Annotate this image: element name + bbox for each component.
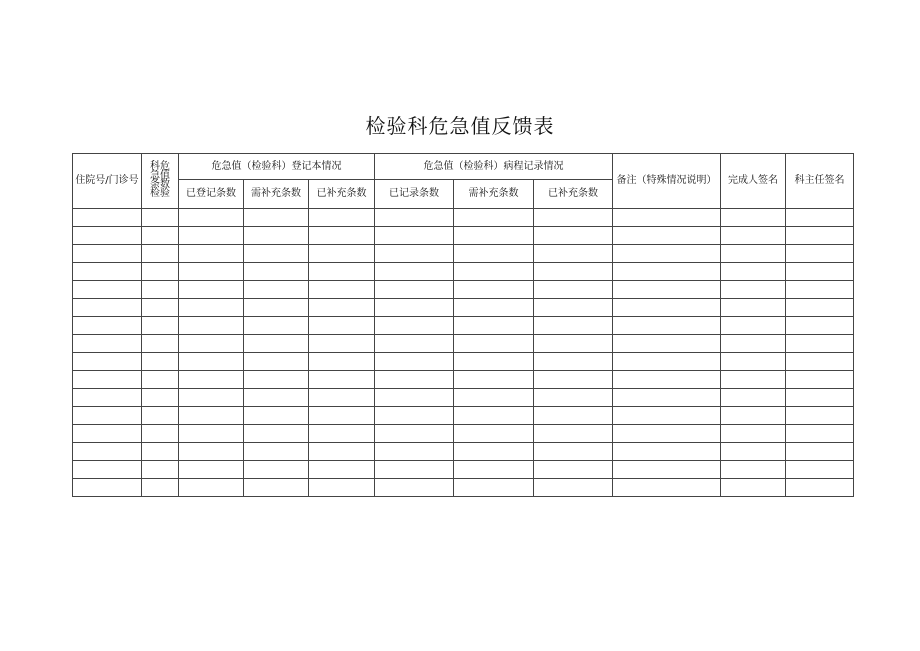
table-cell[interactable] xyxy=(454,335,534,353)
table-cell[interactable] xyxy=(534,371,613,389)
table-cell[interactable] xyxy=(142,209,179,227)
feedback-table xyxy=(72,153,854,497)
table-cell[interactable] xyxy=(721,461,786,479)
table-row xyxy=(73,461,854,479)
table-cell[interactable] xyxy=(244,335,309,353)
table-cell[interactable] xyxy=(534,335,613,353)
table-cell[interactable] xyxy=(613,425,721,443)
table-cell[interactable] xyxy=(454,443,534,461)
table-cell[interactable] xyxy=(142,299,179,317)
table-cell[interactable] xyxy=(721,317,786,335)
table-cell[interactable] xyxy=(375,245,454,263)
header-register-done: 已登记条数 xyxy=(179,180,244,209)
header-register-need: 需补充条数 xyxy=(244,180,309,209)
table-cell[interactable] xyxy=(142,263,179,281)
table-cell[interactable] xyxy=(73,335,142,353)
table-cell[interactable] xyxy=(179,227,244,245)
table-cell[interactable] xyxy=(534,245,613,263)
table-cell[interactable] xyxy=(454,263,534,281)
table-row xyxy=(73,389,854,407)
table-row xyxy=(73,407,854,425)
table-cell[interactable] xyxy=(454,389,534,407)
table-cell[interactable] xyxy=(534,389,613,407)
table-row xyxy=(73,209,854,227)
table-cell[interactable] xyxy=(179,389,244,407)
table-cell[interactable] xyxy=(73,317,142,335)
table-cell[interactable] xyxy=(613,245,721,263)
table-cell[interactable] xyxy=(534,317,613,335)
table-cell[interactable] xyxy=(142,245,179,263)
table-cell[interactable] xyxy=(534,425,613,443)
table-cell[interactable] xyxy=(73,227,142,245)
table-cell[interactable] xyxy=(142,479,179,497)
table-cell[interactable] xyxy=(309,299,375,317)
table-cell[interactable] xyxy=(375,407,454,425)
table-cell[interactable] xyxy=(73,209,142,227)
table-cell[interactable] xyxy=(786,425,854,443)
table-cell[interactable] xyxy=(454,227,534,245)
table-cell[interactable] xyxy=(244,227,309,245)
table-cell[interactable] xyxy=(721,389,786,407)
table-cell[interactable] xyxy=(179,353,244,371)
table-cell[interactable] xyxy=(244,353,309,371)
table-cell[interactable] xyxy=(309,209,375,227)
table-cell[interactable] xyxy=(309,317,375,335)
table-cell[interactable] xyxy=(142,389,179,407)
table-cell[interactable] xyxy=(142,371,179,389)
table-cell[interactable] xyxy=(244,425,309,443)
table-cell[interactable] xyxy=(786,479,854,497)
table-cell[interactable] xyxy=(721,479,786,497)
table-cell[interactable] xyxy=(73,389,142,407)
table-cell[interactable] xyxy=(179,371,244,389)
table-cell[interactable] xyxy=(613,461,721,479)
table-cell[interactable] xyxy=(786,317,854,335)
table-cell[interactable] xyxy=(454,353,534,371)
table-cell[interactable] xyxy=(454,209,534,227)
table-cell[interactable] xyxy=(179,281,244,299)
table-cell[interactable] xyxy=(613,353,721,371)
header-row-1 xyxy=(73,154,854,180)
table-cell[interactable] xyxy=(454,425,534,443)
table-cell[interactable] xyxy=(244,461,309,479)
header-director-signature: 科主任签名 xyxy=(786,154,854,209)
table-cell[interactable] xyxy=(721,407,786,425)
table-cell[interactable] xyxy=(179,461,244,479)
table-cell[interactable] xyxy=(534,209,613,227)
table-cell[interactable] xyxy=(142,353,179,371)
table-cell[interactable] xyxy=(309,245,375,263)
table-cell[interactable] xyxy=(613,407,721,425)
table-cell[interactable] xyxy=(375,461,454,479)
table-cell[interactable] xyxy=(309,425,375,443)
table-cell[interactable] xyxy=(375,389,454,407)
table-cell[interactable] xyxy=(142,317,179,335)
table-row xyxy=(73,281,854,299)
table-cell[interactable] xyxy=(613,227,721,245)
table-cell[interactable] xyxy=(375,317,454,335)
table-cell[interactable] xyxy=(309,407,375,425)
table-cell[interactable] xyxy=(786,389,854,407)
table-cell[interactable] xyxy=(454,317,534,335)
table-cell[interactable] xyxy=(142,443,179,461)
table-cell[interactable] xyxy=(73,299,142,317)
table-cell[interactable] xyxy=(613,479,721,497)
table-cell[interactable] xyxy=(786,227,854,245)
table-cell[interactable] xyxy=(375,299,454,317)
table-cell[interactable] xyxy=(721,281,786,299)
table-cell[interactable] xyxy=(613,263,721,281)
table-cell[interactable] xyxy=(73,461,142,479)
table-cell[interactable] xyxy=(613,281,721,299)
table-row xyxy=(73,425,854,443)
table-cell[interactable] xyxy=(244,389,309,407)
table-cell[interactable] xyxy=(786,443,854,461)
table-row xyxy=(73,317,854,335)
table-cell[interactable] xyxy=(454,371,534,389)
table-cell[interactable] xyxy=(375,209,454,227)
table-cell[interactable] xyxy=(309,353,375,371)
table-cell[interactable] xyxy=(454,299,534,317)
table-cell[interactable] xyxy=(534,227,613,245)
header-record-need: 需补充条数 xyxy=(454,180,534,209)
table-cell[interactable] xyxy=(721,425,786,443)
table-cell[interactable] xyxy=(786,407,854,425)
table-cell[interactable] xyxy=(786,245,854,263)
table-cell[interactable] xyxy=(454,245,534,263)
table-row xyxy=(73,227,854,245)
table-cell[interactable] xyxy=(73,281,142,299)
table-cell[interactable] xyxy=(786,263,854,281)
table-cell[interactable] xyxy=(309,479,375,497)
table-cell[interactable] xyxy=(244,209,309,227)
table-cell[interactable] xyxy=(179,443,244,461)
header-remarks: 备注（特殊情况说明） xyxy=(613,154,721,209)
table-cell[interactable] xyxy=(244,299,309,317)
table-cell[interactable] xyxy=(786,353,854,371)
table-cell[interactable] xyxy=(309,227,375,245)
table-cell[interactable] xyxy=(142,335,179,353)
table-row xyxy=(73,245,854,263)
header-record-added: 已补充条数 xyxy=(534,180,613,209)
table-cell[interactable] xyxy=(613,443,721,461)
table-row xyxy=(73,443,854,461)
table-cell[interactable] xyxy=(179,299,244,317)
table-cell[interactable] xyxy=(375,353,454,371)
table-cell[interactable] xyxy=(721,335,786,353)
table-cell[interactable] xyxy=(73,353,142,371)
header-record-group: 危急值（检验科）病程记录情况 xyxy=(375,154,613,180)
table-cell[interactable] xyxy=(613,335,721,353)
table-cell[interactable] xyxy=(375,425,454,443)
table-cell[interactable] xyxy=(721,245,786,263)
table-cell[interactable] xyxy=(613,371,721,389)
table-cell[interactable] xyxy=(309,461,375,479)
table-row xyxy=(73,353,854,371)
table-row xyxy=(73,299,854,317)
table-cell[interactable] xyxy=(309,263,375,281)
table-cell[interactable] xyxy=(613,209,721,227)
table-cell[interactable] xyxy=(244,263,309,281)
table-cell[interactable] xyxy=(454,479,534,497)
table-cell[interactable] xyxy=(375,227,454,245)
table-cell[interactable] xyxy=(309,371,375,389)
table-cell[interactable] xyxy=(375,263,454,281)
table-cell[interactable] xyxy=(786,335,854,353)
table-cell[interactable] xyxy=(375,371,454,389)
table-cell[interactable] xyxy=(73,479,142,497)
table-cell[interactable] xyxy=(786,209,854,227)
table-row xyxy=(73,263,854,281)
table-cell[interactable] xyxy=(244,443,309,461)
table-cell[interactable] xyxy=(179,425,244,443)
table-cell[interactable] xyxy=(613,299,721,317)
table-cell[interactable] xyxy=(244,407,309,425)
table-cell[interactable] xyxy=(179,263,244,281)
table-cell[interactable] xyxy=(142,407,179,425)
table-cell[interactable] xyxy=(454,407,534,425)
table-cell[interactable] xyxy=(534,407,613,425)
table-cell[interactable] xyxy=(375,335,454,353)
table-cell[interactable] xyxy=(534,299,613,317)
table-cell[interactable] xyxy=(613,317,721,335)
table-cell[interactable] xyxy=(721,227,786,245)
table-cell[interactable] xyxy=(142,425,179,443)
table-row xyxy=(73,335,854,353)
table-cell[interactable] xyxy=(721,263,786,281)
page-title: 检验科危急值反馈表 xyxy=(365,114,555,138)
table-cell[interactable] xyxy=(534,353,613,371)
table-cell[interactable] xyxy=(534,281,613,299)
header-register-added: 已补充条数 xyxy=(309,180,375,209)
header-patient-id: 住院号/门诊号 xyxy=(73,154,142,209)
table-cell[interactable] xyxy=(721,209,786,227)
table-cell[interactable] xyxy=(73,371,142,389)
table-cell[interactable] xyxy=(534,461,613,479)
table-cell[interactable] xyxy=(454,461,534,479)
table-cell[interactable] xyxy=(721,443,786,461)
table-cell[interactable] xyxy=(786,461,854,479)
table-cell[interactable] xyxy=(534,479,613,497)
table-cell[interactable] xyxy=(73,425,142,443)
table-cell[interactable] xyxy=(786,299,854,317)
table-cell[interactable] xyxy=(179,479,244,497)
table-cell[interactable] xyxy=(613,389,721,407)
table-cell[interactable] xyxy=(375,281,454,299)
table-cell[interactable] xyxy=(534,443,613,461)
table-cell[interactable] xyxy=(179,407,244,425)
table-row xyxy=(73,479,854,497)
table-cell[interactable] xyxy=(142,281,179,299)
table-cell[interactable] xyxy=(244,479,309,497)
table-cell[interactable] xyxy=(786,371,854,389)
header-completer-signature: 完成人签名 xyxy=(721,154,786,209)
table-cell[interactable] xyxy=(309,389,375,407)
table-cell[interactable] xyxy=(73,245,142,263)
table-cell[interactable] xyxy=(244,245,309,263)
table-cell[interactable] xyxy=(179,335,244,353)
table-cell[interactable] xyxy=(534,263,613,281)
table-cell[interactable] xyxy=(179,209,244,227)
table-cell[interactable] xyxy=(142,461,179,479)
table-cell[interactable] xyxy=(244,281,309,299)
table-cell[interactable] xyxy=(244,317,309,335)
table-body xyxy=(73,209,854,497)
header-record-done: 已记录条数 xyxy=(375,180,454,209)
table-cell[interactable] xyxy=(309,443,375,461)
table-cell[interactable] xyxy=(721,299,786,317)
table-cell[interactable] xyxy=(73,263,142,281)
table-cell[interactable] xyxy=(73,443,142,461)
table-cell[interactable] xyxy=(375,443,454,461)
table-cell[interactable] xyxy=(786,281,854,299)
table-cell[interactable] xyxy=(179,245,244,263)
table-cell[interactable] xyxy=(142,227,179,245)
table-cell[interactable] xyxy=(721,371,786,389)
header-lab-count-text: 科危急值条数检验 xyxy=(150,161,170,199)
table-cell[interactable] xyxy=(721,353,786,371)
table-cell[interactable] xyxy=(454,281,534,299)
table-row xyxy=(73,371,854,389)
table-cell[interactable] xyxy=(73,407,142,425)
table-cell[interactable] xyxy=(244,371,309,389)
header-register-group: 危急值（检验科）登记本情况 xyxy=(179,154,375,180)
table-cell[interactable] xyxy=(309,335,375,353)
table-cell[interactable] xyxy=(375,479,454,497)
table-cell[interactable] xyxy=(179,317,244,335)
table-cell[interactable] xyxy=(309,281,375,299)
header-lab-critical-count xyxy=(142,154,179,209)
